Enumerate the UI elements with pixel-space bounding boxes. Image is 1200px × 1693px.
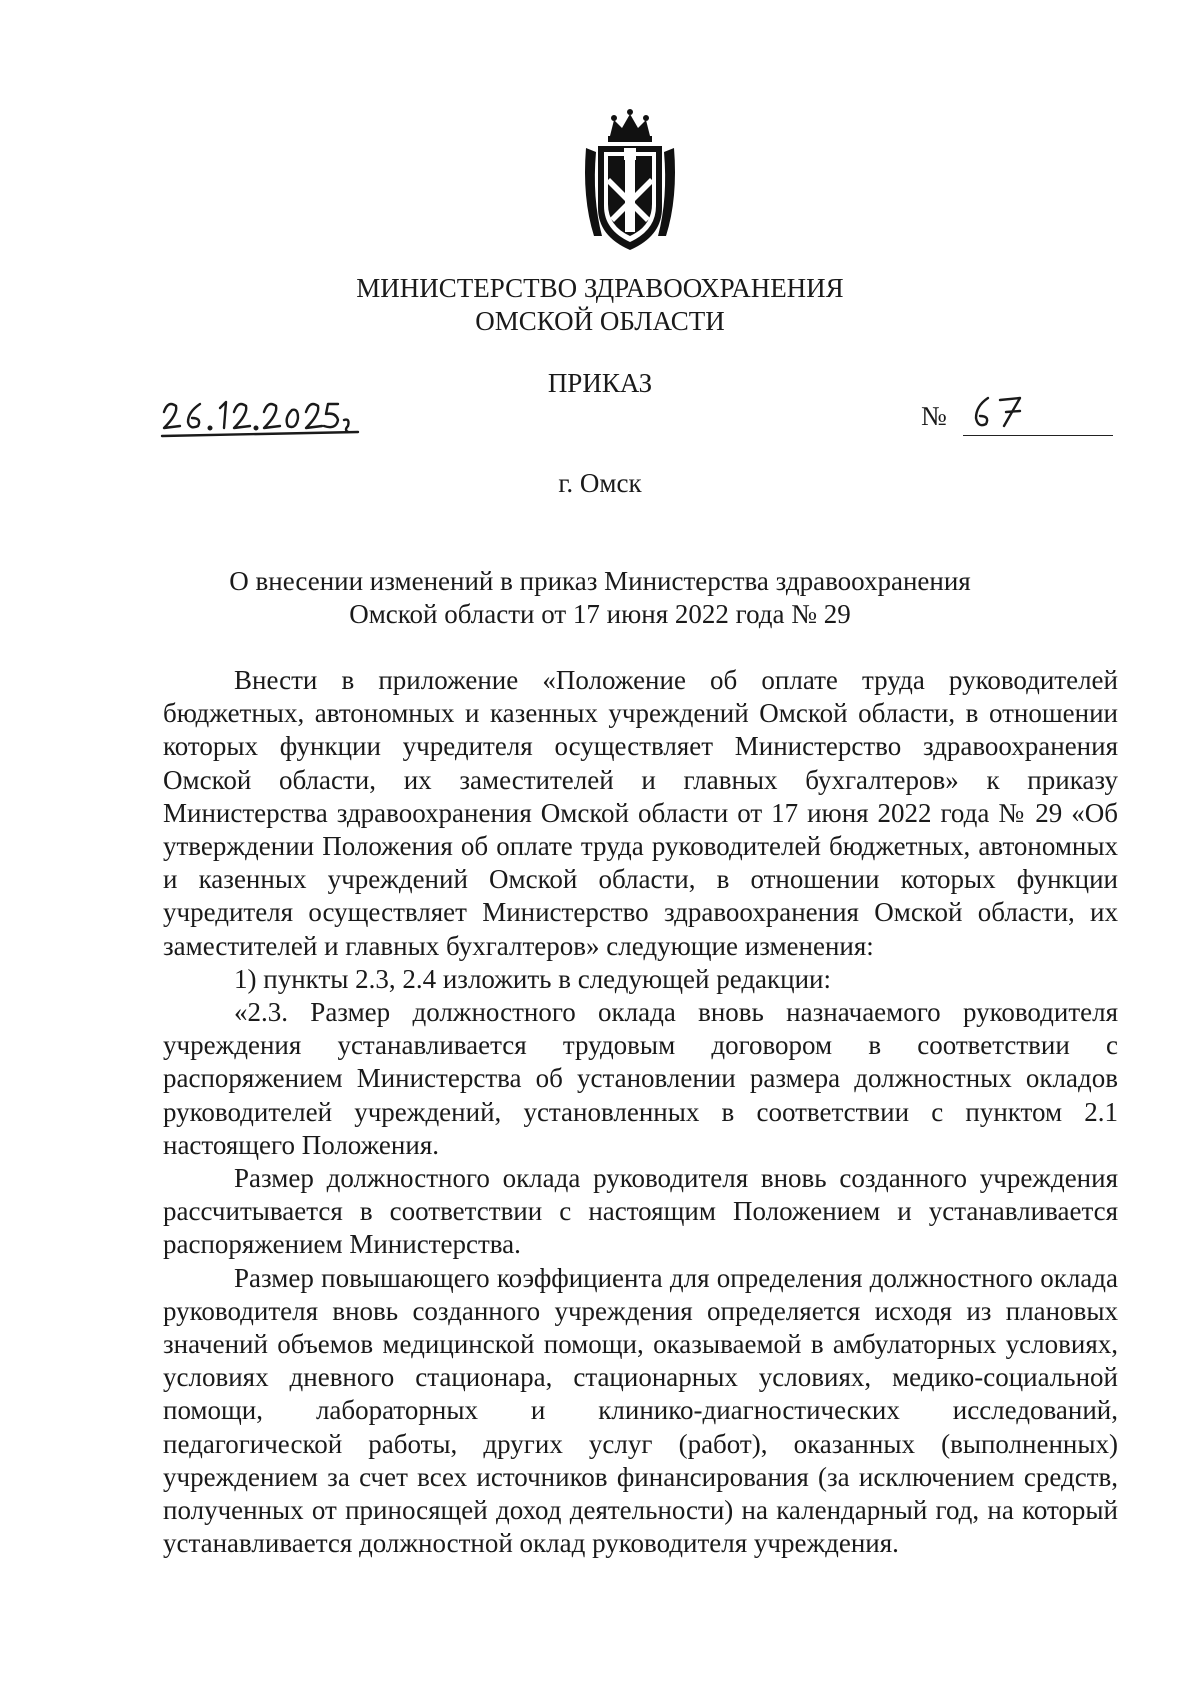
paragraph-item-1: 1) пункты 2.3, 2.4 изложить в следующей редакции: — [234, 963, 832, 994]
paragraph-new-institution: Размер должностного оклада руководителя вновь созданного учреждения рассчитывается в соответствии с настоящим Положением и устанавливается распоряжением Министерства. — [163, 1163, 1118, 1260]
coat-of-arms-icon — [580, 108, 680, 256]
handwritten-number — [968, 390, 1028, 434]
city: г. Омск — [558, 468, 642, 498]
number-sign: № — [921, 401, 947, 431]
handwritten-date — [158, 390, 363, 442]
document-type: ПРИКАЗ — [547, 368, 653, 398]
paragraph-coefficient: Размер повышающего коэффициента для определения должностного оклада руководителя вновь созданного учреждения определяется исходя из плановых значений объемов медицинской помощи, оказываемой в амбулаторных условиях, условиях дневного стационара, стационарных условиях, медико-социальной помощи, лабораторных и клинико-диагностических исследований, педагогической работы, других услуг (работ), оказанных (выполненных) учреждением за счет всех источников финансирования (за исключением средств, полученных от приносящей доход деятельности) на календарный год, на который устанавливается должностной оклад руководителя учреждения. — [163, 1262, 1118, 1559]
ministry-name — [0, 272, 1200, 338]
ministry-line-1: МИНИСТЕРСТВО ЗДРАВООХРАНЕНИЯ — [356, 273, 844, 303]
order-subject — [0, 565, 1200, 631]
subject-line-2: Омской области от 17 июня 2022 года № 29 — [349, 599, 851, 629]
order-body — [163, 664, 1118, 1560]
ministry-line-2: ОМСКОЙ ОБЛАСТИ — [475, 306, 725, 336]
subject-line-1: О внесении изменений в приказ Министерства здравоохранения — [229, 566, 971, 596]
number-underline — [963, 435, 1113, 436]
paragraph-clause-2-3: «2.3. Размер должностного оклада вновь назначаемого руководителя учреждения устанавливается трудовым договором в соответствии с распоряжением Министерства об установлении размера должностных окладов руководителей учреждений, установленных в соответствии с пунктом 2.1 настоящего Положения. — [163, 997, 1118, 1160]
paragraph-preamble: Внести в приложение «Положение об оплате труда руководителей бюджетных, автономных и казенных учреждений Омской области, в отношении которых функции учредителя осуществляет Министерство здравоохранения Омской области, их заместителей и главных бухгалтеров» к приказу Министерства здравоохранения Омской области от 17 июня 2022 года № 29 «Об утверждении Положения об оплате труда руководителей бюджетных, автономных и казенных учреждений Омской области, в отношении которых функции учредителя осуществляет Министерство здравоохранения Омской области, их заместителей и главных бухгалтеров» следующие изменения: — [163, 665, 1118, 961]
